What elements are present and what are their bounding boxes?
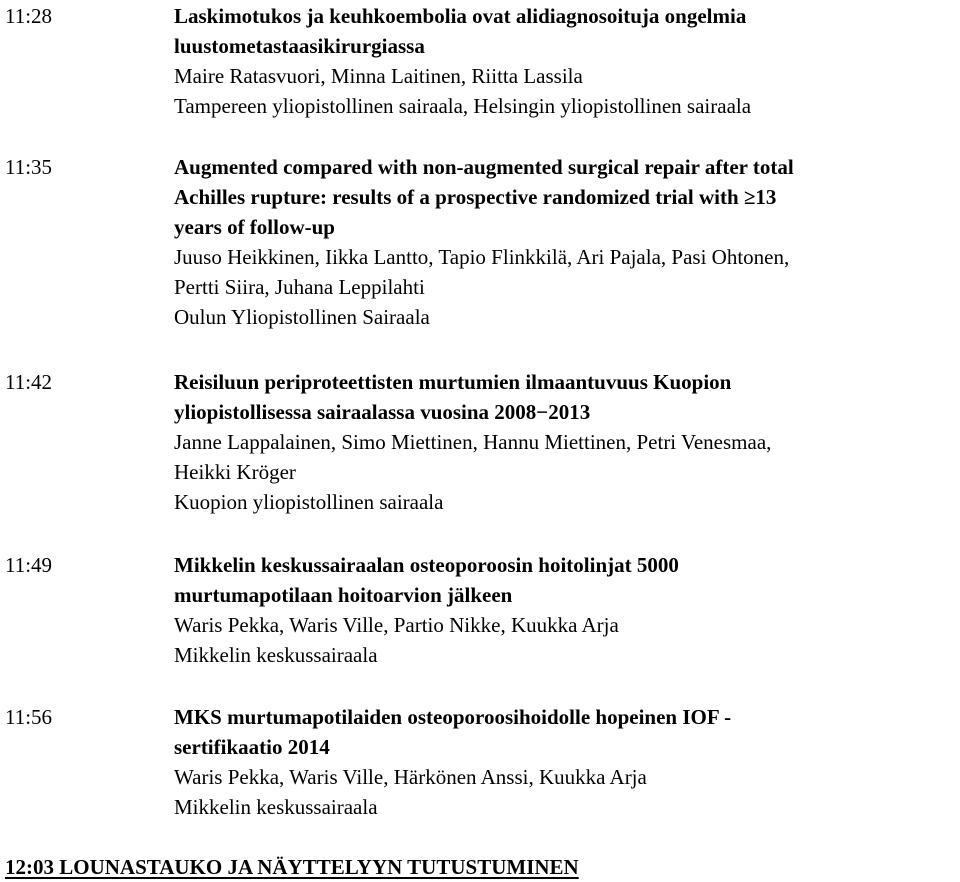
session-content	[174, 550, 960, 670]
session-title: Laskimotukos ja keuhkoembolia ovat alidiagnosoituja ongelmia	[174, 4, 747, 28]
session-authors: Waris Pekka, Waris Ville, Partio Nikke, Kuukka Arja	[174, 613, 619, 637]
session-title: luustometastaasikirurgiassa	[174, 34, 425, 58]
session-content	[174, 152, 960, 332]
session-affiliation: Oulun Yliopistollinen Sairaala	[174, 305, 430, 329]
session-title: MKS murtumapotilaiden osteoporoosihoidolle hopeinen IOF -	[174, 705, 732, 729]
session-time: 11:56	[5, 705, 53, 729]
session-title: sertifikaatio 2014	[174, 735, 330, 759]
session-time: 11:28	[5, 4, 53, 28]
session-title: yliopistollisessa sairaalassa vuosina 2008−2013	[174, 400, 591, 424]
session-authors: Waris Pekka, Waris Ville, Härkönen Anssi, Kuukka Arja	[174, 765, 647, 789]
session-time: 11:42	[5, 370, 53, 394]
session-content	[174, 367, 960, 517]
session-time: 11:49	[5, 553, 53, 577]
session-affiliation: Tampereen yliopistollinen sairaala, Helsingin yliopistollinen sairaala	[174, 94, 752, 118]
session-title: Achilles rupture: results of a prospective randomized trial with ≥13	[174, 185, 777, 209]
session-affiliation: Mikkelin keskussairaala	[174, 643, 378, 667]
session-authors: Janne Lappalainen, Simo Miettinen, Hannu Miettinen, Petri Venesmaa,	[174, 430, 772, 454]
session-content	[174, 1, 960, 121]
session-title: Mikkelin keskussairaalan osteoporoosin hoitolinjat 5000	[174, 553, 679, 577]
session-title: Augmented compared with non-augmented surgical repair after total	[174, 155, 794, 179]
session-authors: Maire Ratasvuori, Minna Laitinen, Riitta Lassila	[174, 64, 583, 88]
session-authors: Pertti Siira, Juhana Leppilahti	[174, 275, 425, 299]
session-title: murtumapotilaan hoitoarvion jälkeen	[174, 583, 513, 607]
session-content	[174, 702, 960, 822]
session-authors: Juuso Heikkinen, Iikka Lantto, Tapio Flinkkilä, Ari Pajala, Pasi Ohtonen,	[174, 245, 790, 269]
session-affiliation: Mikkelin keskussairaala	[174, 795, 378, 819]
lunch-break-heading: 12:03 LOUNASTAUKO JA NÄYTTELYYN TUTUSTUMINEN	[5, 855, 579, 879]
session-time: 11:35	[5, 155, 53, 179]
session-authors: Heikki Kröger	[174, 460, 296, 484]
session-title: years of follow-up	[174, 215, 335, 239]
session-affiliation: Kuopion yliopistollinen sairaala	[174, 490, 444, 514]
session-title: Reisiluun periproteettisten murtumien ilmaantuvuus Kuopion	[174, 370, 732, 394]
